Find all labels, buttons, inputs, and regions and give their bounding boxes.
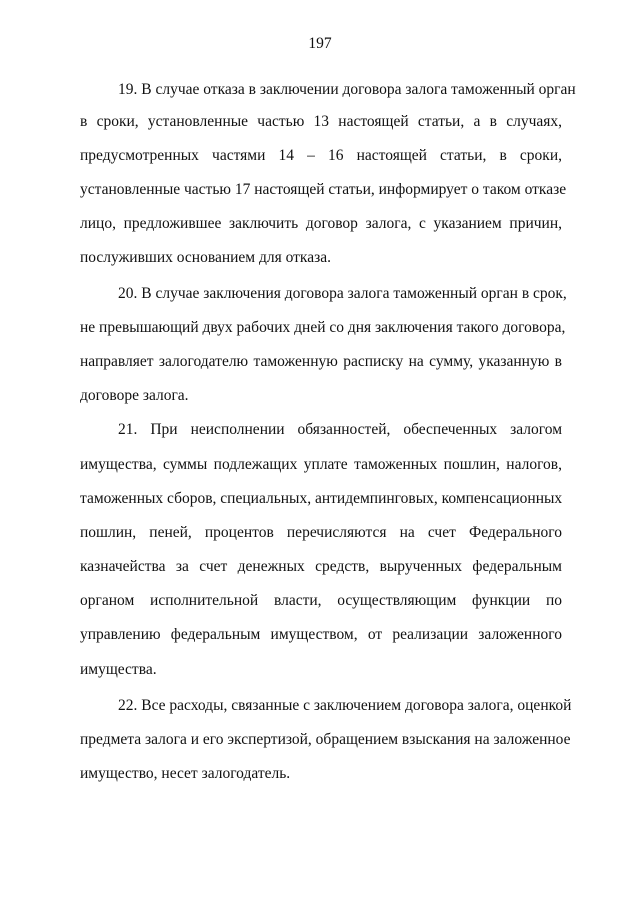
paragraph-line: лицо, предложившее заключить договор залога, с указанием причин, xyxy=(80,215,562,232)
paragraph-line: послуживших основанием для отказа. xyxy=(80,249,331,266)
paragraph-line: договоре залога. xyxy=(80,387,189,404)
paragraph-line: 19. В случае отказа в заключении договора залога таможенный орган xyxy=(118,81,576,98)
paragraph-line: казначейства за счет денежных средств, вырученных федеральным xyxy=(80,558,562,575)
paragraph-line: имущества, суммы подлежащих уплате таможенных пошлин, налогов, xyxy=(80,456,562,473)
paragraph-line: 20. В случае заключения договора залога таможенный орган в срок, xyxy=(118,285,567,302)
paragraph-line: в сроки, установленные частью 13 настоящей статьи, а в случаях, xyxy=(80,113,562,130)
paragraph-line: имущество, несет залогодатель. xyxy=(80,765,291,782)
paragraph-line: пошлин, пеней, процентов перечисляются на счет Федерального xyxy=(80,524,562,541)
paragraph-line: органом исполнительной власти, осуществляющим функции по xyxy=(80,592,562,609)
paragraph-line: 21. При неисполнении обязанностей, обеспеченных залогом xyxy=(118,421,562,438)
paragraph-line: таможенных сборов, специальных, антидемпинговых, компенсационных xyxy=(80,490,563,507)
paragraph-line: управлению федеральным имуществом, от реализации заложенного xyxy=(80,626,562,643)
page-number: 197 xyxy=(308,35,332,52)
paragraph-line: предусмотренных частями 14 – 16 настоящей статьи, в сроки, xyxy=(80,147,562,164)
paragraph-line: имущества. xyxy=(80,661,157,678)
paragraph-line: установленные частью 17 настоящей статьи, информирует о таком отказе xyxy=(80,181,567,198)
paragraph-line: предмета залога и его экспертизой, обращением взыскания на заложенное xyxy=(80,731,571,748)
paragraph-line: не превышающий двух рабочих дней со дня заключения такого договора, xyxy=(80,319,566,336)
paragraph-line: направляет залогодателю таможенную расписку на сумму, указанную в xyxy=(80,353,562,370)
paragraph-line: 22. Все расходы, связанные с заключением договора залога, оценкой xyxy=(118,697,572,714)
